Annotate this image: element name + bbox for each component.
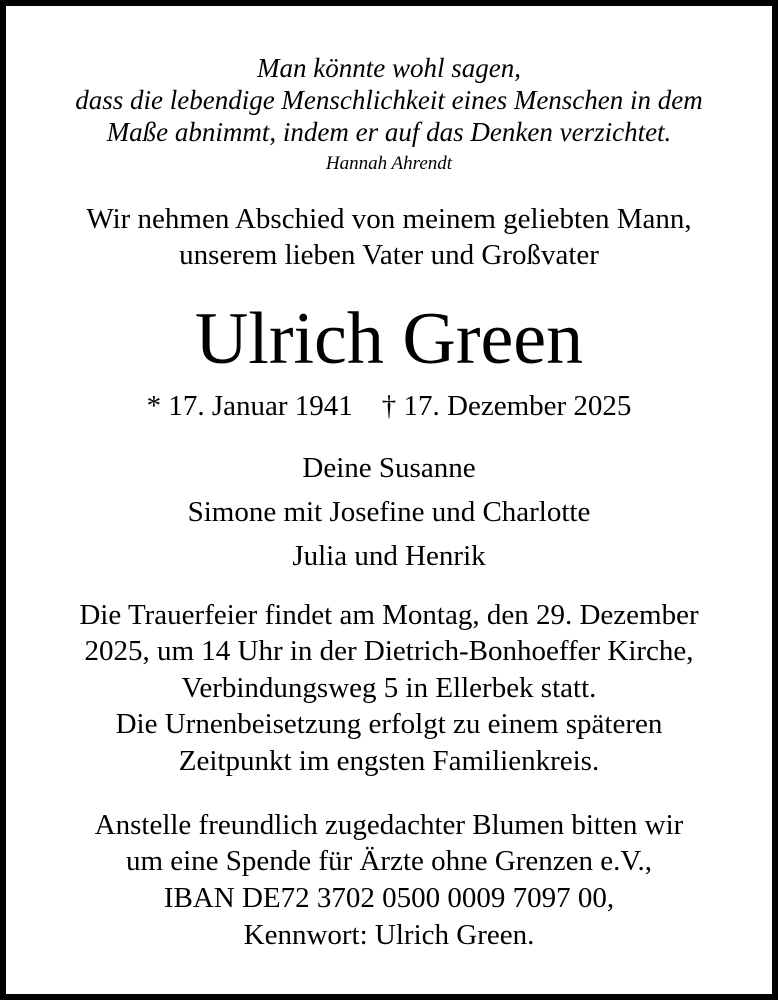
funeral-line: Zeitpunkt im engsten Familienkreis.: [178, 745, 600, 777]
quote-line: Man könnte wohl sagen,: [257, 53, 521, 83]
mourner: Simone mit Josefine und Charlotte: [187, 496, 591, 528]
donation-line: IBAN DE72 3702 0500 0009 7097 00,: [163, 882, 615, 914]
funeral-line: Verbindungsweg 5 in Ellerbek statt.: [181, 672, 597, 704]
intro-line: Wir nehmen Abschied von meinem geliebten Mann,: [86, 203, 692, 235]
quote-line: Maße abnimmt, indem er auf das Denken verzichtet.: [106, 117, 672, 147]
intro-line: unserem lieben Vater und Großvater: [179, 239, 599, 271]
funeral-line: Die Urnenbeisetzung erfolgt zu einem späteren: [115, 708, 663, 740]
quote-line: dass die lebendige Menschlichkeit eines Menschen in dem: [75, 85, 703, 115]
funeral-line: 2025, um 14 Uhr in der Dietrich-Bonhoeffer Kirche,: [84, 635, 694, 667]
donation-line: um eine Spende für Ärzte ohne Grenzen e.V.,: [125, 845, 653, 877]
funeral-line: Die Trauerfeier findet am Montag, den 29. Dezember: [79, 599, 699, 631]
life-dates: * 17. Januar 1941 † 17. Dezember 2025: [146, 390, 632, 422]
mourner: Deine Susanne: [302, 452, 476, 484]
donation-line: Kennwort: Ulrich Green.: [243, 919, 535, 951]
quote-author: Hannah Ahrendt: [325, 153, 453, 174]
mourner: Julia und Henrik: [292, 540, 486, 572]
deceased-name: Ulrich Green: [194, 298, 584, 380]
donation-line: Anstelle freundlich zugedachter Blumen bitten wir: [94, 809, 684, 841]
